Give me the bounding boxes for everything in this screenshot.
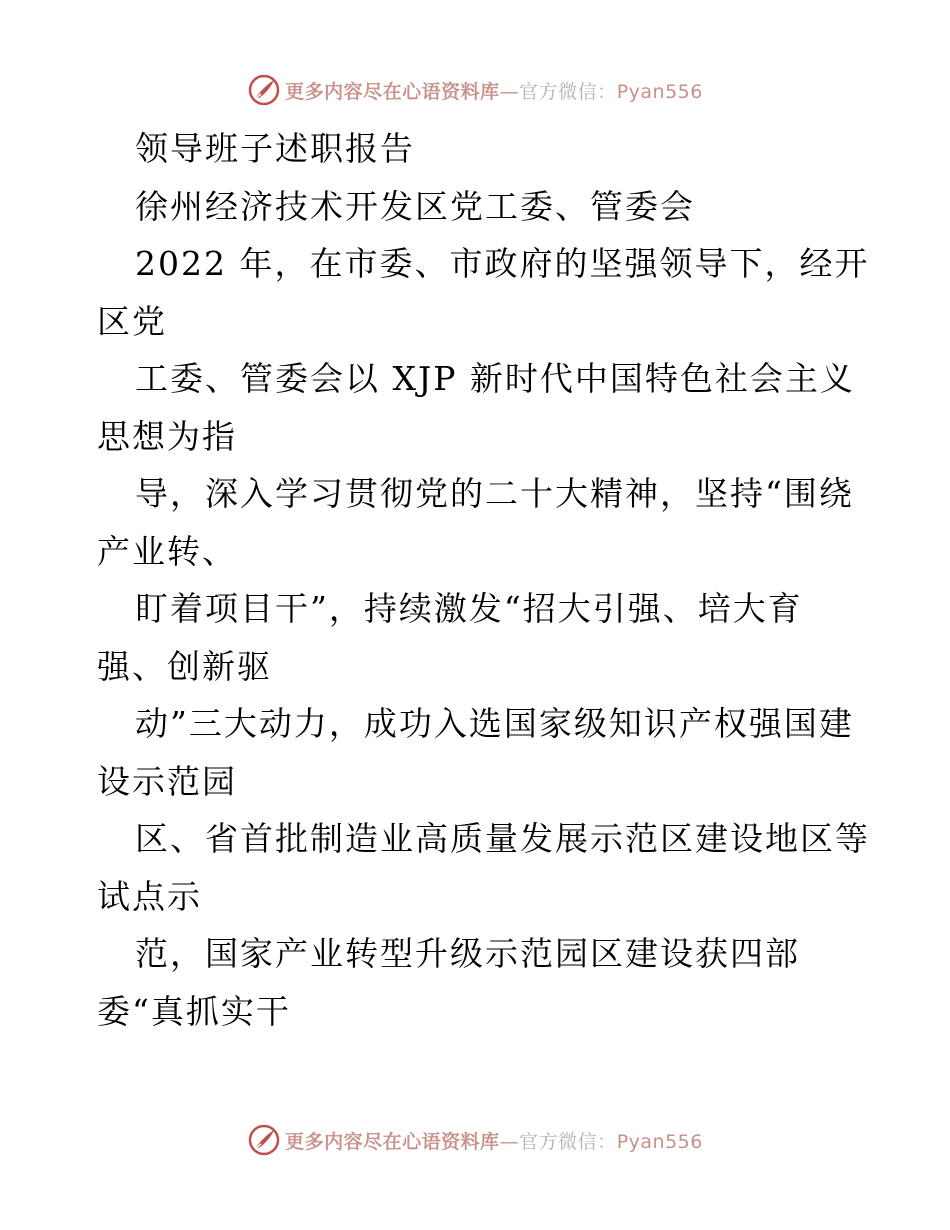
feather-pen-logo-icon: [247, 73, 281, 107]
document-author: 徐州经济技术开发区党工委、管委会: [135, 186, 695, 226]
paragraph-line: 工委、管委会以 XJP 新时代中国特色社会主义: [135, 359, 855, 398]
watermark-dash: —: [499, 1130, 520, 1153]
watermark-site-text: 更多内容尽在心语资料库: [285, 1130, 500, 1153]
watermark-handle: Pyan556: [616, 80, 703, 103]
paragraph-line: 区、省首批制造业高质量发展示范区建设地区等: [135, 819, 870, 858]
paragraph-line: 设示范园: [97, 761, 237, 801]
watermark-dash: —: [499, 80, 520, 103]
document-body: [97, 120, 877, 1040]
watermark-official-text: 官方微信：: [519, 1130, 617, 1153]
paragraph-line: 范，国家产业转型升级示范园区建设获四部: [135, 934, 800, 973]
paragraph-line: 思想为指: [97, 416, 237, 456]
paragraph-line: 动”三大动力，成功入选国家级知识产权强国建: [135, 704, 854, 743]
watermark-handle: Pyan556: [616, 1130, 703, 1153]
paragraph-line: 产业转、: [97, 531, 237, 571]
paragraph-line: 2022 年，在市委、市政府的坚强领导下，经开: [135, 244, 870, 283]
watermark-footer: [0, 1120, 950, 1160]
paragraph-line: 导，深入学习贯彻党的二十大精神，坚持“围绕: [135, 474, 854, 513]
paragraph-line: 盯着项目干”，持续激发“招大引强、培大育: [135, 589, 803, 628]
watermark-site-text: 更多内容尽在心语资料库: [285, 80, 500, 103]
paragraph-line: 强、创新驱: [97, 646, 272, 686]
document-title: 领导班子述职报告: [135, 129, 415, 168]
watermark-text: [285, 1127, 703, 1154]
paragraph-line: 试点示: [97, 876, 202, 916]
watermark-header: [0, 70, 950, 110]
paragraph-line: 委“真抓实干: [97, 991, 291, 1031]
paragraph-line: 区党: [97, 301, 167, 341]
watermark-text: [285, 77, 703, 104]
watermark-official-text: 官方微信：: [519, 80, 617, 103]
feather-pen-logo-icon: [247, 1123, 281, 1157]
